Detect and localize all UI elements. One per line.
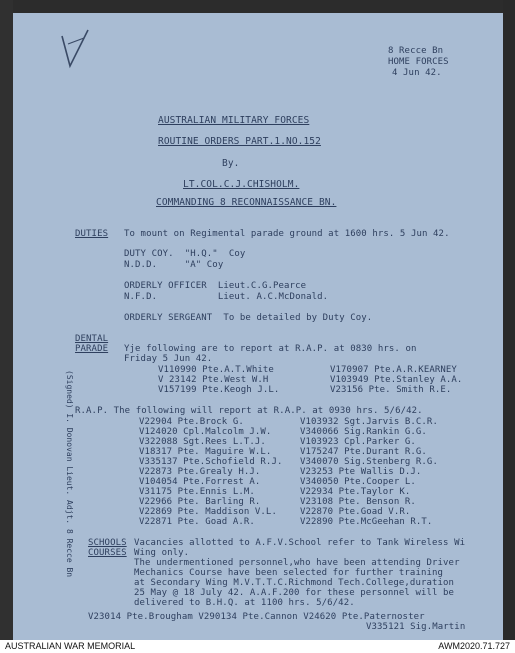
rap-row-11-left: V22871 Pte. Goad A.R. (139, 517, 255, 527)
orderly-officer: ORDERLY OFFICER Lieut.C.G.Pearce (124, 281, 307, 291)
pencil-tick-mark (58, 26, 98, 74)
rap-row-8-right: V22934 Pte.Taylor K. (300, 487, 411, 497)
dental-row-1-right: V170907 Pte.A.R.KEARNEY (330, 365, 457, 375)
title-line-1: AUSTRALIAN MILITARY FORCES (158, 115, 310, 126)
schools-label-1: SCHOOLS (88, 538, 127, 548)
schools-line-4: Mechanics Course have been selected for further training (134, 568, 444, 578)
rap-row-7-left: V104054 Pte.Forrest A. (139, 477, 261, 487)
rap-row-9-right: V23108 Pte. Benson R. (300, 497, 416, 507)
footer-left: AUSTRALIAN WAR MEMORIAL (5, 641, 136, 651)
schools-line-5: at Secondary Wing M.V.T.T.C.Richmond Tech.College,duration (134, 578, 455, 588)
schools-label-2: COURSES (88, 548, 127, 558)
date-line: 4 Jun 42. (392, 68, 442, 78)
scan-top-edge (0, 0, 515, 13)
dental-row-2-left: V 23142 Pte.West W.H (158, 375, 269, 385)
title-by: By. (222, 158, 240, 169)
duties-label: DUTIES (75, 229, 109, 239)
rap-row-10-left: V22869 Pte. Maddison V.L. (139, 507, 277, 517)
duties-intro: To mount on Regimental parade ground at 1600 hrs. 5 Jun 42. (124, 229, 450, 239)
archive-footer (0, 640, 515, 653)
rap-row-7-right: V340050 Pte.Cooper L. (300, 477, 416, 487)
schools-line-6: 25 May @ 18 July 42. A.A.F.200 for these personnel will be (134, 588, 455, 598)
dental-label-1: DENTAL (75, 334, 109, 344)
dental-intro: Yje following are to report at R.A.P. at 0830 hrs. on (124, 344, 417, 354)
scan-left-edge (0, 0, 13, 640)
rap-row-5-right: V340070 Sig.Stenberg R.G. (300, 457, 438, 467)
unit-line: 8 Recce Bn (388, 46, 444, 56)
title-command: COMMANDING 8 RECONNAISSANCE BN. (156, 197, 337, 208)
schools-last-line-2: V335121 Sig.Martin (366, 622, 466, 632)
dental-label-2: PARADE (75, 344, 109, 354)
rap-row-3-right: V103923 Cpl.Parker G. (300, 437, 416, 447)
dental-row-3-right: V23156 Pte. Smith R.E. (330, 385, 452, 395)
schools-line-2: Wing only. (134, 548, 190, 558)
rap-row-2-right: V340066 Sig.Rankin G.G. (300, 427, 427, 437)
rap-row-4-left: V18317 Pte. Maguire W.L. (139, 447, 272, 457)
rap-row-5-left: V335137 Pte.Schofield R.J. (139, 457, 283, 467)
forces-line: HOME FORCES (388, 57, 449, 67)
ndd-coy: N.D.D. "A" Coy (124, 260, 224, 270)
side-signature: (Signed) I. Donovan Lieut. Adjt. 8 Recce Bn (65, 370, 74, 578)
rap-row-11-right: V22890 Pte.McGeehan R.T. (300, 517, 433, 527)
schools-last-line: V23014 Pte.Brougham V290134 Pte.Cannon V24620 Pte.Paternoster (88, 612, 425, 622)
dental-row-3-left: V157199 Pte.Keogh J.L. (158, 385, 280, 395)
rap-row-6-left: V22873 Pte.Grealy H.J. (139, 467, 261, 477)
dental-row-1-left: V110990 Pte.A.T.White (158, 365, 274, 375)
footer-right: AWM2020.71.727 (438, 641, 510, 651)
rap-row-6-right: V23253 Pte Wallis D.J. (300, 467, 422, 477)
rap-row-10-right: V22870 Pte.Goad V.R. (300, 507, 411, 517)
schools-line-7: delivered to B.H.Q. at 1100 hrs. 5/6/42. (134, 598, 355, 608)
rap-row-2-left: V124020 Cpl.Malcolm J.W. (139, 427, 272, 437)
rap-row-3-left: V322088 Sgt.Rees L.T.J. (139, 437, 266, 447)
rap-row-1-right: V103932 Sgt.Jarvis B.C.R. (300, 417, 438, 427)
title-commander: LT.COL.C.J.CHISHOLM. (183, 179, 300, 190)
rap-intro: R.A.P. The following will report at R.A.P. at 0930 hrs. 5/6/42. (75, 406, 423, 416)
orderly-sergeant: ORDERLY SERGEANT To be detailed by Duty Coy. (124, 313, 373, 323)
schools-line-1: Vacancies allotted to A.F.V.School refer to Tank Wireless Wi (134, 538, 466, 548)
scan-right-edge (503, 0, 515, 640)
dental-row-2-right: V103949 Pte.Stanley A.A. (330, 375, 463, 385)
dental-intro-2: Friday 5 Jun 42. (124, 354, 213, 364)
rap-row-4-right: V175247 Pte.Durant R.G. (300, 447, 427, 457)
rap-row-9-left: V22966 Pte. Barling R. (139, 497, 261, 507)
title-line-2: ROUTINE ORDERS PART.1.NO.152 (158, 136, 321, 147)
nfd-officer: N.F.D. Lieut. A.C.McDonald. (124, 292, 329, 302)
schools-line-3: The undermentioned personnel,who have been attending Driver (134, 558, 460, 568)
rap-row-8-left: V31175 Pte.Ennis L.M. (139, 487, 255, 497)
duty-coy: DUTY COY. "H.Q." Coy (124, 249, 246, 259)
rap-row-1-left: V22904 Pte.Brock G. (139, 417, 244, 427)
